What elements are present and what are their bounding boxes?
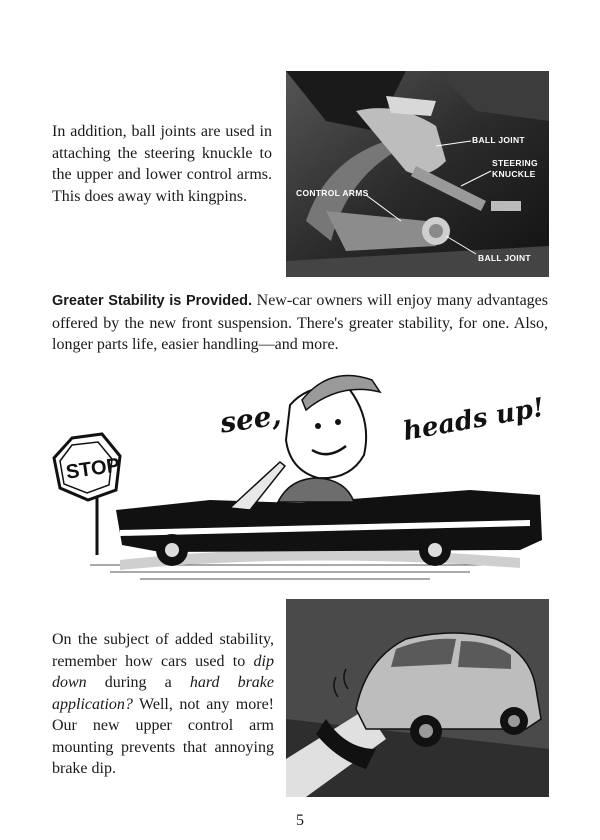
- label-ball-joint-bottom: BALL JOINT: [478, 253, 531, 263]
- page-number: 5: [296, 812, 304, 829]
- speech-see: see,: [217, 398, 284, 440]
- label-knuckle-line2: KNUCKLE: [492, 169, 536, 179]
- stability-text: New-car owners will enjoy many advantages offered by the new front suspension. There's greater stability, for one. Also, longer parts life, easier handling—and more.: [52, 292, 548, 353]
- brake-text-2: during a: [86, 674, 190, 691]
- brake-text-1: On the subject of added stability, remember how cars used to: [52, 631, 274, 670]
- speech-heads-up: heads up!: [400, 392, 547, 448]
- brake-em-2: hard brake application?: [52, 674, 275, 713]
- stability-heading: Greater Stability is Provided.: [52, 293, 253, 309]
- brake-em-1: dip down: [52, 652, 274, 691]
- label-steering-line1: STEERING: [492, 158, 538, 168]
- label-ball-joint-top: BALL JOINT: [472, 135, 525, 145]
- stability-paragraph: [52, 290, 548, 356]
- brake-dip-paragraph: [52, 629, 274, 780]
- braking-car-photo: [286, 599, 549, 797]
- suspension-photo: [286, 71, 549, 277]
- stop-sign-text: STOP: [64, 454, 122, 484]
- label-control-arms: CONTROL ARMS: [296, 188, 369, 198]
- convertible-cartoon: [50, 360, 550, 592]
- brake-text-3: Well, not any more! Our new upper control arm mounting prevents that annoying brake dip.: [52, 695, 274, 777]
- intro-paragraph: In addition, ball joints are used in attaching the steering knuckle to the upper and lower control arms. This does away with kingpins.: [52, 123, 272, 205]
